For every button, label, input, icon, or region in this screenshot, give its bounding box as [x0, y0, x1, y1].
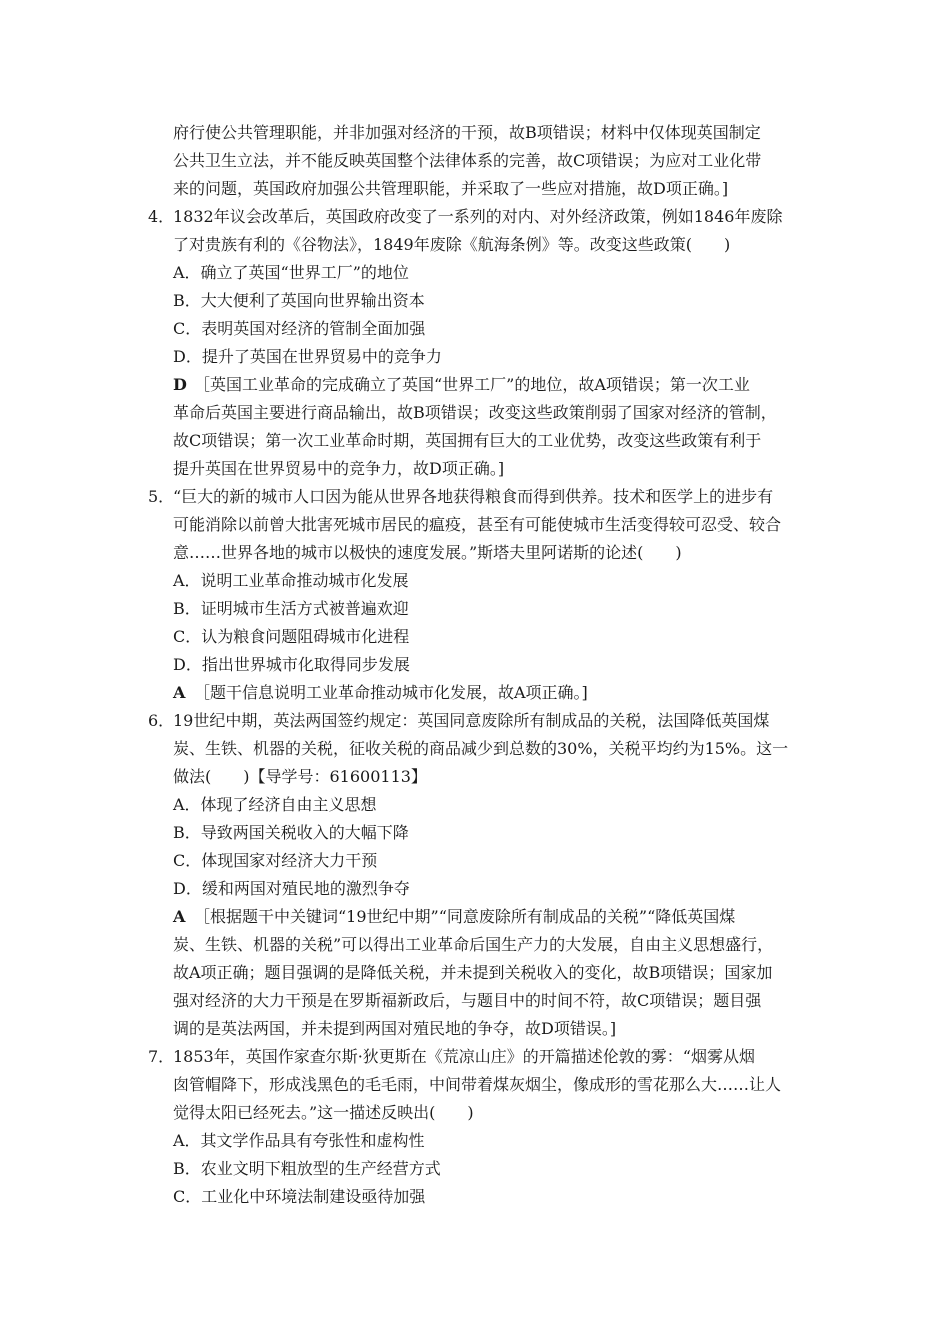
explanation-line: 提升英国在世界贸易中的竞争力，故D项正确。]: [173, 459, 505, 478]
explanation-line: 炭、生铁、机器的关税”可以得出工业革命后国生产力的大发展，自由主义思想盛行，: [173, 935, 774, 954]
explanation-line: ［英国工业革命的完成确立了英国“世界工厂”的地位，故A项错误；第一次工业: [194, 375, 750, 394]
option-c: C．认为粮食问题阻碍城市化进程: [173, 627, 410, 646]
option-a: A．其文学作品具有夸张性和虚构性: [173, 1131, 425, 1150]
option-d: D．提升了英国在世界贸易中的竞争力: [173, 347, 442, 366]
question-stem: 1832年议会改革后，英国政府改变了一系列的对内、对外经济政策，例如1846年废除: [173, 207, 783, 226]
answer-letter: A: [173, 683, 186, 702]
answer-letter: D: [173, 375, 187, 394]
option-d: D．指出世界城市化取得同步发展: [173, 655, 410, 674]
answer-letter: A: [173, 907, 186, 926]
question-stem: 了对贵族有利的《谷物法》，1849年废除《航海条例》等。改变这些政策( ): [173, 235, 731, 254]
option-c: C．表明英国对经济的管制全面加强: [173, 319, 426, 338]
explanation-line: 调的是英法两国，并未提到两国对殖民地的争夺，故D项错误。]: [173, 1019, 617, 1038]
option-b: B．证明城市生活方式被普遍欢迎: [173, 599, 409, 618]
question-number: 5．: [148, 487, 175, 506]
explanation-line: 强对经济的大力干预是在罗斯福新政后，与题目中的时间不符，故C项错误；题目强: [173, 991, 762, 1010]
question-stem: 觉得太阳已经死去。”这一描述反映出( ): [173, 1103, 474, 1122]
question-stem: 19世纪中期，英法两国签约规定：英国同意废除所有制成品的关税，法国降低英国煤: [173, 711, 770, 730]
explanation-line: 公共卫生立法，并不能反映英国整个法律体系的完善，故C项错误；为应对工业化带: [173, 151, 762, 170]
option-b: B．农业文明下粗放型的生产经营方式: [173, 1159, 441, 1178]
question-stem: 可能消除以前曾大批害死城市居民的瘟疫，甚至有可能使城市生活变得较可忍受、较合: [173, 515, 782, 534]
explanation-line: 故A项正确；题目强调的是降低关税，并未提到关税收入的变化，故B项错误；国家加: [173, 963, 773, 982]
option-b: B．导致两国关税收入的大幅下降: [173, 823, 409, 842]
option-d: D．缓和两国对殖民地的激烈争夺: [173, 879, 410, 898]
question-stem: “巨大的新的城市人口因为能从世界各地获得粮食而得到供养。技术和医学上的进步有: [173, 487, 774, 506]
option-c: C．体现国家对经济大力干预: [173, 851, 378, 870]
question-stem: 炭、生铁、机器的关税，征收关税的商品减少到总数的30%，关税平均约为15%。这一: [173, 739, 789, 758]
option-a: A．说明工业革命推动城市化发展: [173, 571, 409, 590]
explanation-line: ［题干信息说明工业革命推动城市化发展，故A项正确。]: [194, 683, 588, 702]
option-c: C．工业化中环境法制建设亟待加强: [173, 1187, 426, 1206]
explanation-line: 来的问题，英国政府加强公共管理职能，并采取了一些应对措施，故D项正确。]: [173, 179, 729, 198]
question-stem: 意……世界各地的城市以极快的速度发展。”斯塔夫里阿诺斯的论述( ): [173, 543, 682, 562]
option-b: B．大大便利了英国向世界输出资本: [173, 291, 425, 310]
question-number: 6．: [148, 711, 175, 730]
explanation-line: ［根据题干中关键词“19世纪中期”“同意废除所有制成品的关税”“降低英国煤: [194, 907, 736, 926]
question-number: 7．: [148, 1047, 175, 1066]
explanation-line: 革命后英国主要进行商品输出，故B项错误；改变这些政策削弱了国家对经济的管制，: [173, 403, 777, 422]
option-a: A．确立了英国“世界工厂”的地位: [173, 263, 409, 282]
explanation-line: 故C项错误；第一次工业革命时期，英国拥有巨大的工业优势，改变这些政策有利于: [173, 431, 762, 450]
option-a: A．体现了经济自由主义思想: [173, 795, 377, 814]
question-stem: 做法( )【导学号：61600113】: [173, 767, 427, 786]
question-number: 4．: [148, 207, 175, 226]
question-stem: 1853年，英国作家查尔斯·狄更斯在《荒凉山庄》的开篇描述伦敦的雾：“烟雾从烟: [173, 1047, 755, 1066]
explanation-line: 府行使公共管理职能，并非加强对经济的干预，故B项错误；材料中仅体现英国制定: [173, 123, 761, 142]
question-stem: 囱管帽降下，形成浅黑色的毛毛雨，中间带着煤灰烟尘，像成形的雪花那么大……让人: [173, 1075, 782, 1094]
